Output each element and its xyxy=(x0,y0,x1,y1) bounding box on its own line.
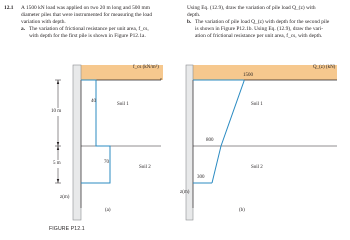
intro-line: variation with depth. xyxy=(21,18,66,25)
qz-value-800: 800 xyxy=(206,138,214,143)
depth-label-5m: 5 m xyxy=(53,161,61,166)
part-b-line: is shown in Figure P12.1b. Using Eq. (12.9), draw the vari- xyxy=(195,25,324,32)
part-a-label: a. xyxy=(21,26,26,32)
part-a-line: The variation of frictional resistance per unit area, f_cs, xyxy=(29,26,149,32)
intro-line: diameter piles that were instrumented for measuring the load xyxy=(21,11,153,18)
qz-profile-b xyxy=(212,80,244,183)
continued-line: Using Eq. (12.9), draw the variation of pile load Q_(z) with xyxy=(187,5,316,11)
part-b-line: ation of frictional resistance per unit area, f_cs, with depth. xyxy=(195,32,323,39)
depth-axis-label-a: z(m) xyxy=(60,195,70,200)
qz-axis-label: Q_(z) (kN) xyxy=(313,65,336,70)
figure-caption: FIGURE P12.1 xyxy=(49,226,85,232)
fcs-axis-label: f_cs (kN/m²) xyxy=(133,65,159,70)
fcs-value-70: 70 xyxy=(104,160,109,165)
part-b-line: The variation of pile load Q_(z) with depth for the second pile xyxy=(195,19,330,25)
intro-line: A 1500 kN load was applied on two 20 m long and 500 mm xyxy=(21,5,150,11)
soil-1-label-a: Soil 1 xyxy=(117,102,129,107)
continued-line: depth. xyxy=(187,11,201,18)
sub-caption-a: (a) xyxy=(105,208,111,213)
qz-value-1500: 1500 xyxy=(243,73,253,78)
soil-2-label-b: Soil 2 xyxy=(251,165,263,170)
soil-2-label-a: Soil 2 xyxy=(139,165,151,170)
soil-1-label-b: Soil 1 xyxy=(251,102,263,107)
part-b-label: b. xyxy=(187,19,192,25)
fcs-value-40: 40 xyxy=(91,99,96,104)
depth-axis-label-b: z(m) xyxy=(180,190,190,195)
depth-label-10m: 10 m xyxy=(51,109,62,114)
problem-number: 12.1 xyxy=(4,5,14,11)
sub-caption-b: (b) xyxy=(239,208,245,213)
part-a-line: with depth for the first pile is shown in Figure P12.1a. xyxy=(29,32,146,39)
pile-b xyxy=(186,65,193,220)
qz-value-300: 300 xyxy=(197,175,205,180)
